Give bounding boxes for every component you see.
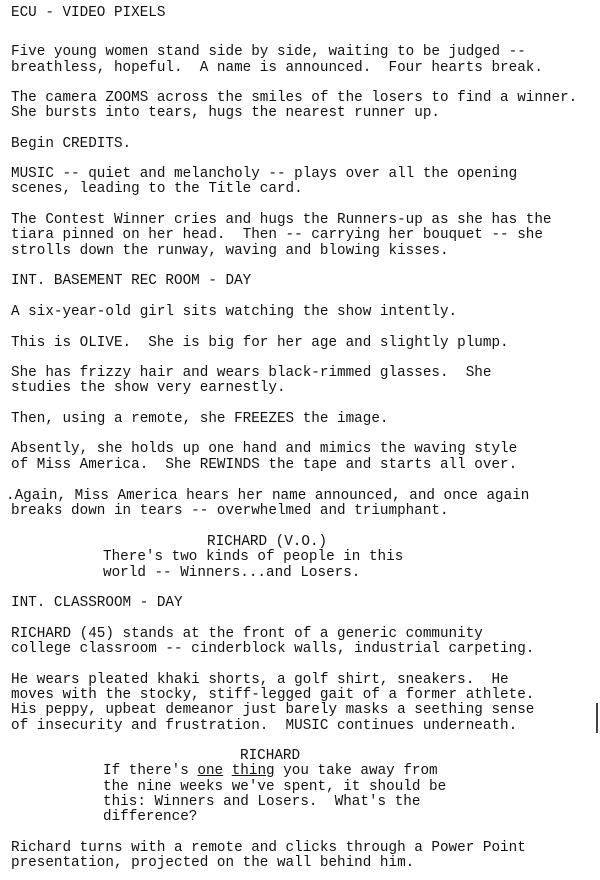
action-line: Begin CREDITS. (11, 136, 132, 152)
shot-heading: ECU - VIDEO PIXELS (11, 5, 166, 21)
action-line: scenes, leading to the Title card. (11, 181, 303, 197)
action-line: The camera ZOOMS across the smiles of the losers to find a winner. (11, 90, 578, 106)
action-line: Five young women stand side by side, waiting to be judged -- (11, 44, 526, 60)
action-line: She has frizzy hair and wears black-rimmed glasses. She (11, 365, 492, 381)
action-line: breaks down in tears -- overwhelmed and triumphant. (11, 503, 449, 519)
dialogue-text: If there's (103, 763, 198, 779)
action-line: MUSIC -- quiet and melancholy -- plays over all the opening (11, 166, 518, 182)
dialogue-text (223, 763, 232, 779)
action-line: moves with the stocky, stiff-legged gait of a former athlete. (11, 687, 535, 703)
action-line: Then, using a remote, she FREEZES the image. (11, 411, 389, 427)
action-line: She bursts into tears, hugs the nearest runner up. (11, 105, 440, 121)
action-line: college classroom -- cinderblock walls, industrial carpeting. (11, 641, 535, 657)
action-line: tiara pinned on her head. Then -- carrying her bouquet -- she (11, 227, 543, 243)
dialogue-line: difference? (103, 809, 198, 825)
margin-mark (596, 703, 598, 733)
action-line: presentation, projected on the wall behind him. (11, 855, 415, 871)
action-line: strolls down the runway, waving and blowing kisses. (11, 243, 449, 259)
character-cue: RICHARD (240, 748, 301, 764)
action-line: Absently, she holds up one hand and mimics the waving style (11, 441, 518, 457)
dialogue-text: you take away from (274, 763, 438, 779)
character-cue: RICHARD (V.O.) (207, 534, 328, 550)
scene-heading: INT. CLASSROOM - DAY (11, 595, 183, 611)
action-line: of insecurity and frustration. MUSIC continues underneath. (11, 718, 518, 734)
dialogue-line (103, 764, 438, 780)
dialogue-line: There's two kinds of people in this (103, 549, 404, 565)
action-line: His peppy, upbeat demeanor just barely masks a seething sense (11, 702, 535, 718)
action-line: studies the show very earnestly. (11, 380, 286, 396)
action-line: breathless, hopeful. A name is announced. Four hearts break. (11, 60, 543, 76)
action-line: The Contest Winner cries and hugs the Runners-up as she has the (11, 212, 552, 228)
dialogue-line: world -- Winners...and Losers. (103, 565, 361, 581)
action-line: of Miss America. She REWINDS the tape and starts all over. (11, 457, 518, 473)
action-line: A six-year-old girl sits watching the show intently. (11, 304, 458, 320)
action-line: This is OLIVE. She is big for her age and slightly plump. (11, 335, 509, 351)
underlined-word: thing (231, 763, 275, 779)
scene-heading: INT. BASEMENT REC ROOM - DAY (11, 273, 252, 289)
action-line: Richard turns with a remote and clicks through a Power Point (11, 840, 526, 856)
underlined-word: one (197, 763, 224, 779)
action-line: He wears pleated khaki shorts, a golf shirt, sneakers. He (11, 672, 509, 688)
action-line: .Again, Miss America hears her name announced, and once again (6, 488, 530, 504)
dialogue-line: the nine weeks we've spent, it should be (103, 779, 447, 795)
action-line: RICHARD (45) stands at the front of a generic community (11, 626, 483, 642)
dialogue-line: this: Winners and Losers. What's the (103, 794, 421, 810)
